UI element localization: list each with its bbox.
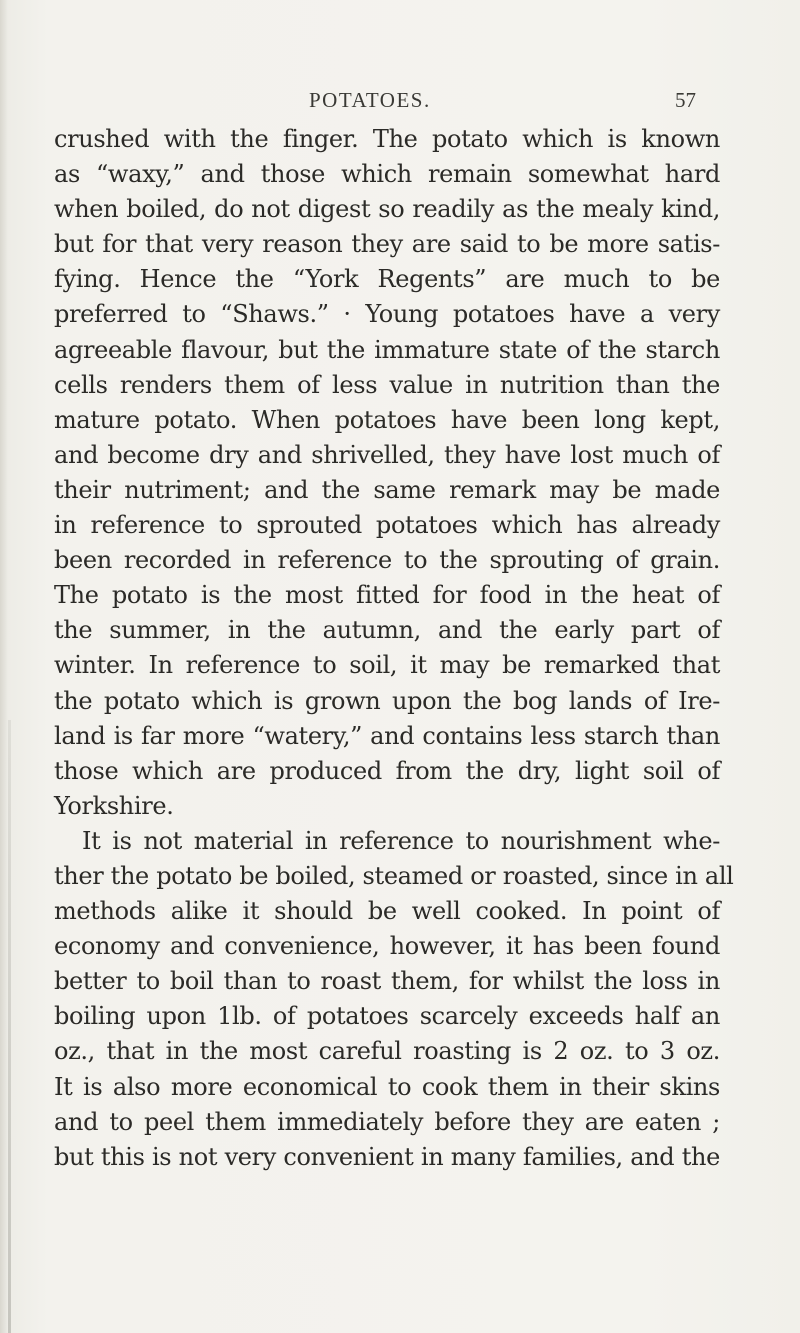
text-line: crushed with the finger. The potato which is known	[54, 125, 720, 153]
text-line: oz., that in the most careful roasting is 2 oz. to 3 oz.	[54, 1037, 720, 1066]
text-line: agreeable flavour, but the immature state of the starch	[54, 335, 720, 364]
text-line: the summer, in the autumn, and the early part of	[54, 616, 720, 645]
text-line: when boiled, do not digest so readily as the mealy kind,	[54, 195, 720, 224]
running-head: POTATOES.	[309, 88, 431, 112]
text-line: in reference to sprouted potatoes which has already	[54, 511, 720, 540]
text-line: It is also more economical to cook them in their skins	[54, 1072, 720, 1101]
body-text	[54, 122, 734, 1175]
text-line: The potato is the most fitted for food in the heat of	[54, 581, 720, 610]
text-line: cells renders them of less value in nutrition than the	[54, 370, 720, 399]
text-line: and become dry and shrivelled, they have lost much of	[54, 440, 720, 469]
binding-shadow	[8, 720, 11, 1333]
text-line: but this is not very convenient in many families, and the	[54, 1142, 720, 1171]
text-line: economy and convenience, however, it has been found	[54, 932, 720, 961]
text-line: winter. In reference to soil, it may be remarked that	[54, 651, 720, 680]
text-line: been recorded in reference to the sprouting of grain.	[54, 546, 720, 575]
text-line: the potato which is grown upon the bog lands of Ire-	[54, 686, 720, 715]
page-number: 57	[675, 88, 696, 112]
text-line: fying. Hence the “York Regents” are much to be	[54, 265, 720, 294]
text-line: ther the potato be boiled, steamed or roasted, since in all	[54, 861, 734, 890]
page-edge	[0, 0, 8, 1333]
text-line: It is not material in reference to nourishment whe-	[82, 826, 720, 855]
text-line: better to boil than to roast them, for whilst the loss in	[54, 967, 720, 996]
text-line: their nutriment; and the same remark may be made	[54, 475, 720, 504]
page-header	[0, 88, 800, 118]
text-line: Yorkshire.	[54, 791, 174, 820]
text-line: as “waxy,” and those which remain somewhat hard	[54, 160, 720, 189]
text-line: those which are produced from the dry, light soil of	[54, 756, 720, 785]
text-line: methods alike it should be well cooked. In point of	[54, 897, 720, 926]
text-line: but for that very reason they are said to be more satis-	[54, 230, 720, 259]
text-line: preferred to “Shaws.” · Young potatoes have a very	[54, 300, 720, 329]
text-line: land is far more “watery,” and contains less starch than	[54, 721, 720, 750]
text-line: boiling upon 1lb. of potatoes scarcely exceeds half an	[54, 1002, 720, 1031]
text-line: and to peel them immediately before they are eaten ;	[54, 1107, 720, 1136]
text-line: mature potato. When potatoes have been long kept,	[54, 405, 720, 434]
